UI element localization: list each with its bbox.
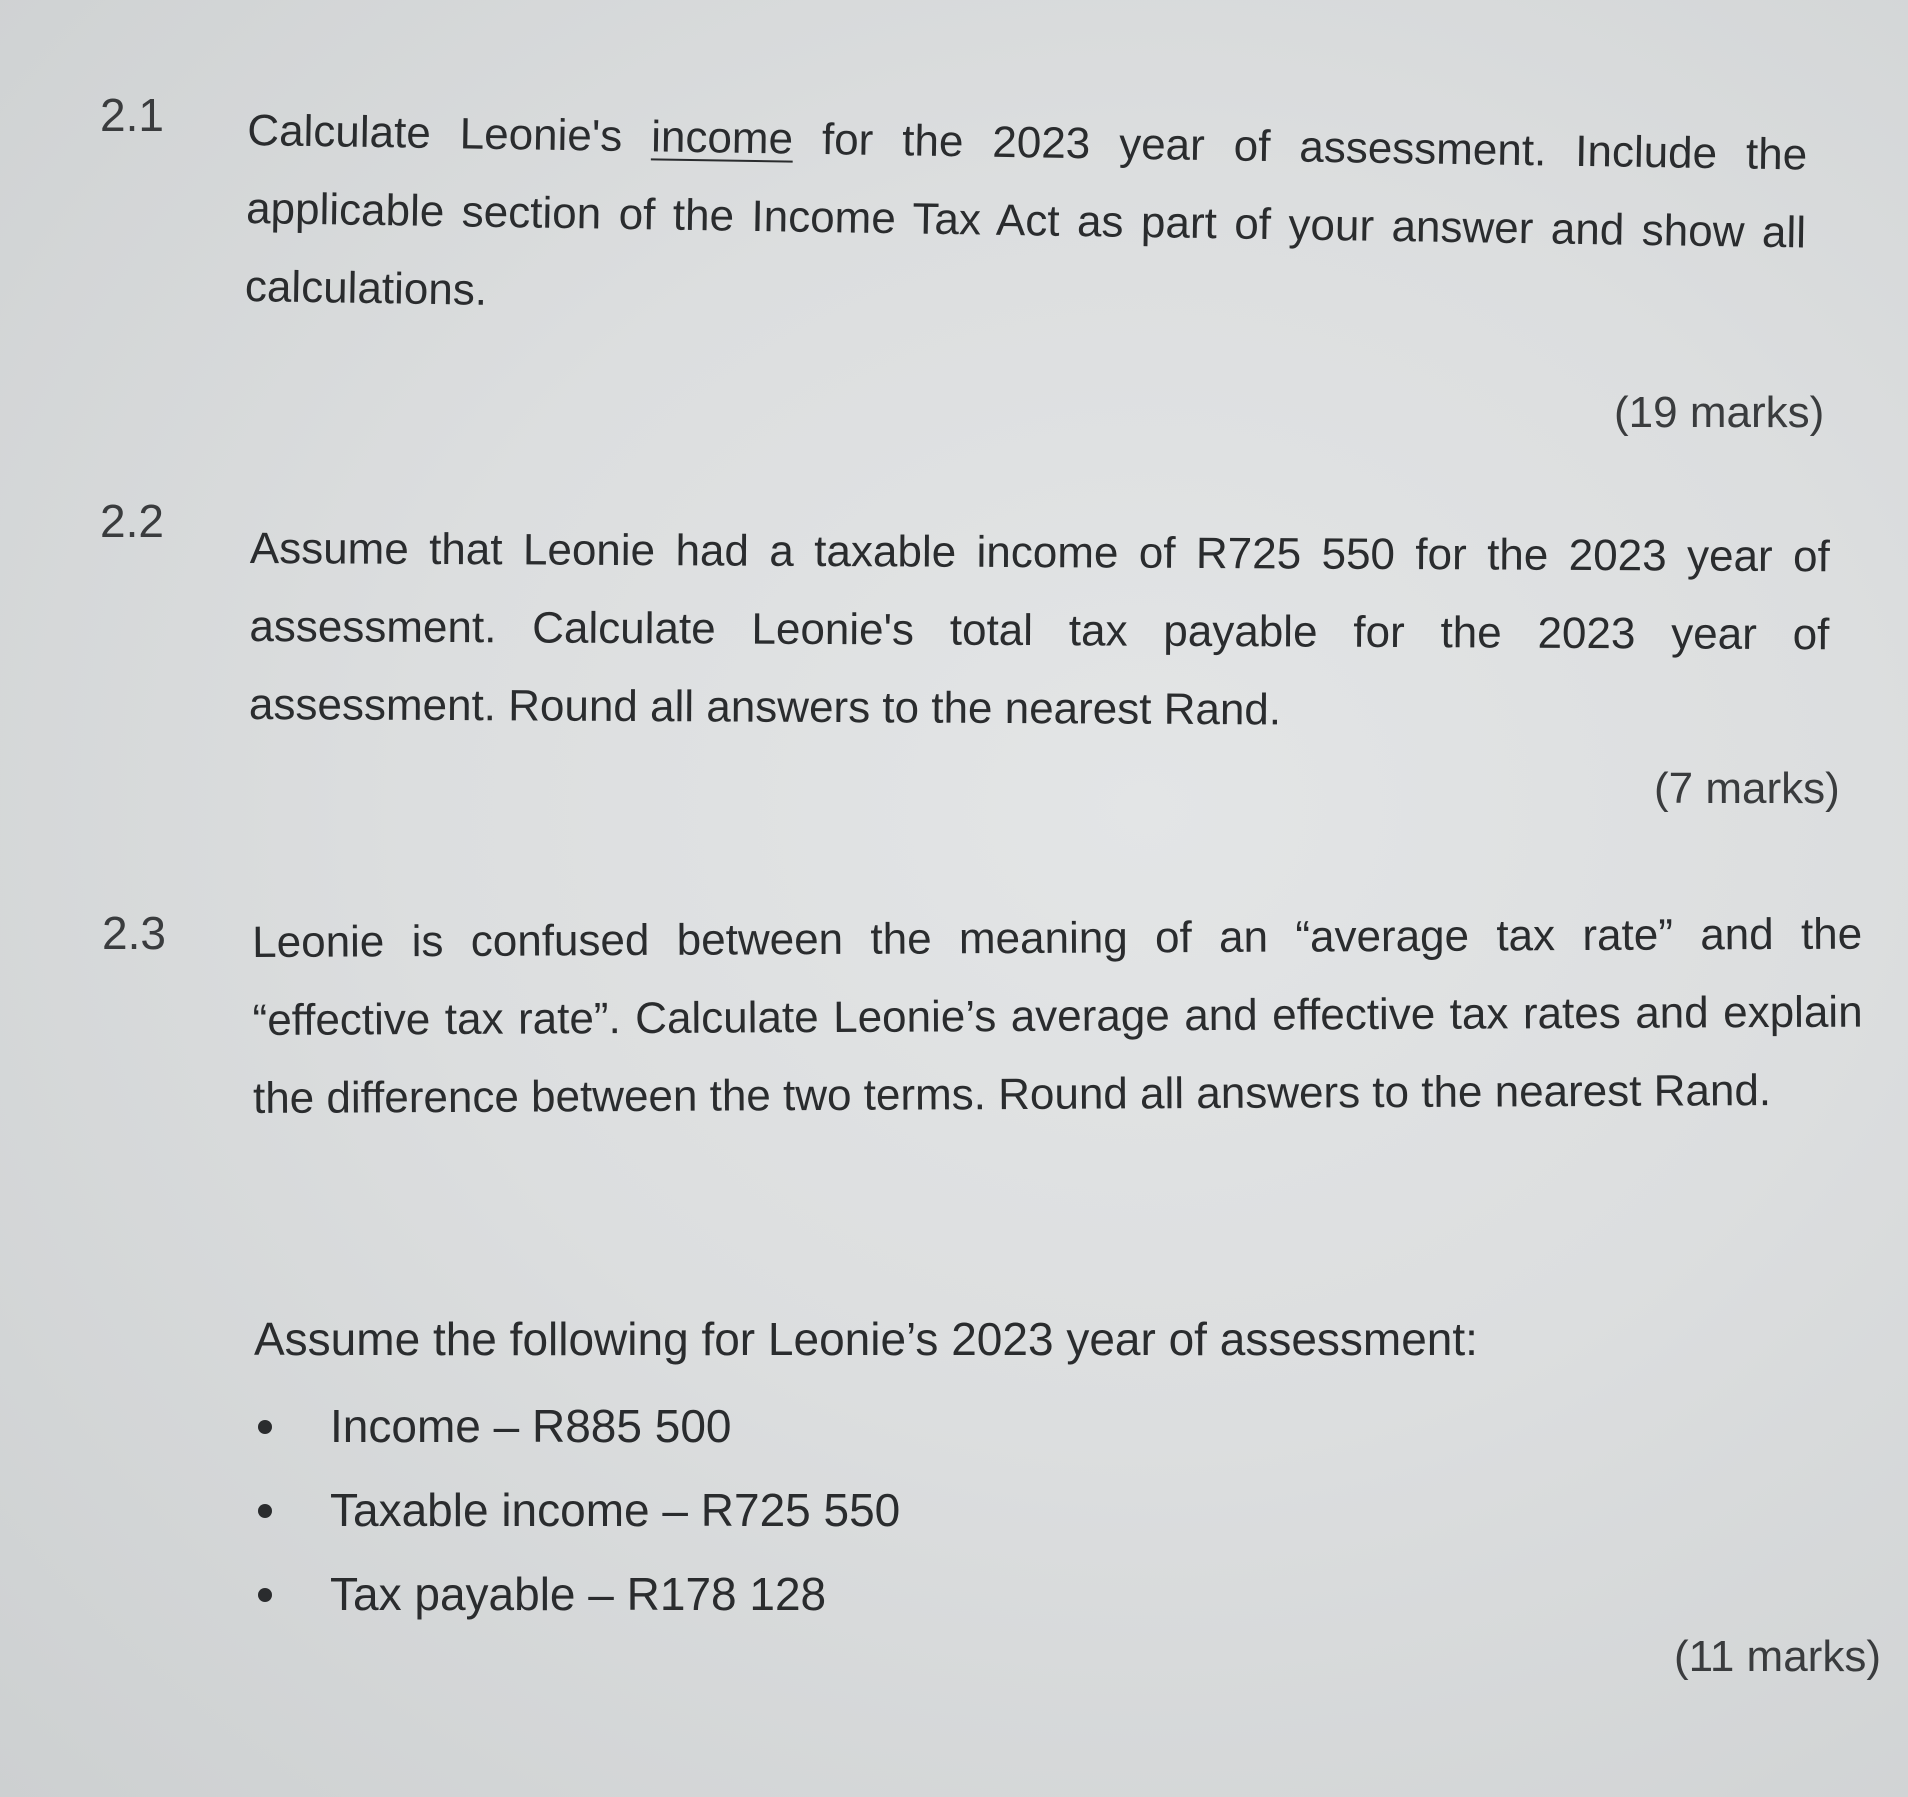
question-text-2-3: Leonie is confused between the meaning of an “average tax rate” and the “effective tax rate”. Calculate Leonie’s average and effective tax rates and explain the difference between the two terms. Round all answers to the nearest Rand. (252, 909, 1863, 1123)
question-number-2-2: 2.2 (100, 495, 164, 547)
question-text-2-1-post: for the 2023 year of assessment. Include the applicable section of the Income Tax Act as part of your answer and show all calculations. (244, 114, 1808, 315)
question-text-2-1 (244, 92, 1807, 350)
assumption-item-income (258, 1384, 900, 1468)
assumption-text: Tax payable – R178 128 (330, 1568, 827, 1620)
assume-heading: Assume the following for Leonie’s 2023 year of assessment: (254, 1313, 1478, 1365)
marks-2-2: (7 marks) (1654, 764, 1840, 813)
marks-2-1: (19 marks) (1614, 388, 1825, 437)
assumption-text: Taxable income – R725 550 (330, 1484, 901, 1536)
bullet-icon (258, 1420, 272, 1434)
question-number-2-1: 2.1 (100, 89, 164, 141)
question-text-2-1-underlined: income (650, 112, 794, 164)
assumption-list (258, 1384, 900, 1636)
question-text-2-2: Assume that Leonie had a taxable income of R725 550 for the 2023 year of assessment. Calculate Leonie's total tax payable for the 2023 year of assessment. Round all answers to the nearest Rand. (248, 523, 1830, 735)
bullet-icon (258, 1504, 272, 1518)
bullet-icon (258, 1588, 272, 1602)
assumption-item-tax-payable (258, 1552, 900, 1636)
marks-2-3: (11 marks) (1674, 1632, 1881, 1681)
question-text-2-1-pre: Calculate Leonie's (247, 105, 652, 162)
assumption-text: Income – R885 500 (330, 1400, 732, 1452)
assumption-item-taxable-income (258, 1468, 900, 1552)
question-number-2-3: 2.3 (102, 907, 166, 959)
